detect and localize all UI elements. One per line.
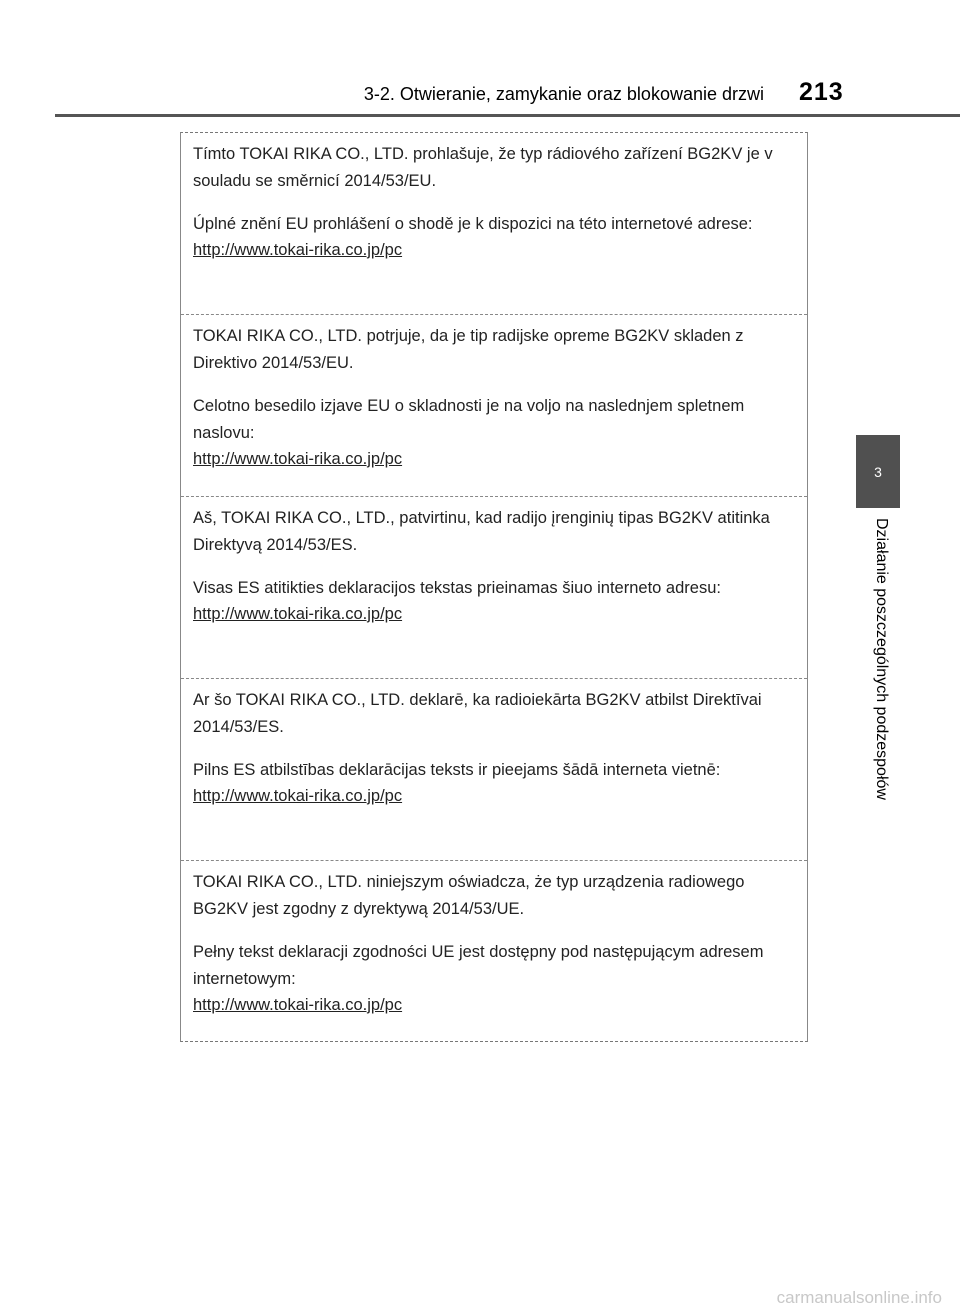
declaration-link[interactable]: http://www.tokai-rika.co.jp/pc: [193, 996, 403, 1014]
declaration-section-slovenian: [181, 315, 807, 497]
declaration-statement: TOKAI RIKA CO., LTD. potrjuje, da je tip radijske opreme BG2KV skladen z Direktivo 2014/53/EU.: [193, 327, 744, 372]
chapter-number: 3: [874, 463, 882, 480]
declaration-statement: Tímto TOKAI RIKA CO., LTD. prohlašuje, že typ rádiového zařízení BG2KV je v souladu se směrnicí 2014/53/EU.: [193, 145, 773, 190]
declaration-section-lithuanian: [181, 497, 807, 679]
declaration-box: [180, 132, 808, 1042]
declaration-statement: Ar šo TOKAI RIKA CO., LTD. deklarē, ka radioiekārta BG2KV atbilst Direktīvai 2014/53/ES.: [193, 691, 762, 736]
declaration-availability: Celotno besedilo izjave EU o skladnosti je na voljo na naslednjem spletnem naslovu:: [193, 397, 745, 442]
chapter-tab: [856, 435, 900, 508]
header-title: 3-2. Otwieranie, zamykanie oraz blokowanie drzwi: [363, 84, 764, 104]
declaration-availability: Pełny tekst deklaracji zgodności UE jest dostępny pod następującym adresem internetowym:: [193, 943, 764, 988]
declaration-availability: Pilns ES atbilstības deklarācijas teksts ir pieejams šādā interneta vietnē:: [193, 761, 721, 779]
declaration-statement: TOKAI RIKA CO., LTD. niniejszym oświadcza, że typ urządzenia radiowego BG2KV jest zgodny z dyrektywą 2014/53/UE.: [193, 873, 745, 918]
declaration-section-czech: [181, 133, 807, 315]
declaration-availability: Visas ES atitikties deklaracijos tekstas prieinamas šiuo interneto adresu:: [193, 579, 721, 597]
header-divider: [55, 114, 960, 117]
watermark: carmanualsonline.info: [776, 1288, 942, 1307]
declaration-link[interactable]: http://www.tokai-rika.co.jp/pc: [193, 787, 403, 805]
declaration-section-latvian: [181, 679, 807, 861]
declaration-link[interactable]: http://www.tokai-rika.co.jp/pc: [193, 241, 403, 259]
declaration-statement: Aš, TOKAI RIKA CO., LTD., patvirtinu, kad radijo įrenginių tipas BG2KV atitinka Direktyvą 2014/53/ES.: [193, 509, 770, 554]
declaration-link[interactable]: http://www.tokai-rika.co.jp/pc: [193, 450, 403, 468]
declaration-availability: Úplné znění EU prohlášení o shodě je k dispozici na této internetové adrese:: [193, 215, 753, 233]
declaration-link[interactable]: http://www.tokai-rika.co.jp/pc: [193, 605, 403, 623]
chapter-label: Działanie poszczególnych podzespołów: [873, 518, 890, 800]
declaration-section-polish: [181, 861, 807, 1043]
page-number: 213: [799, 78, 844, 106]
